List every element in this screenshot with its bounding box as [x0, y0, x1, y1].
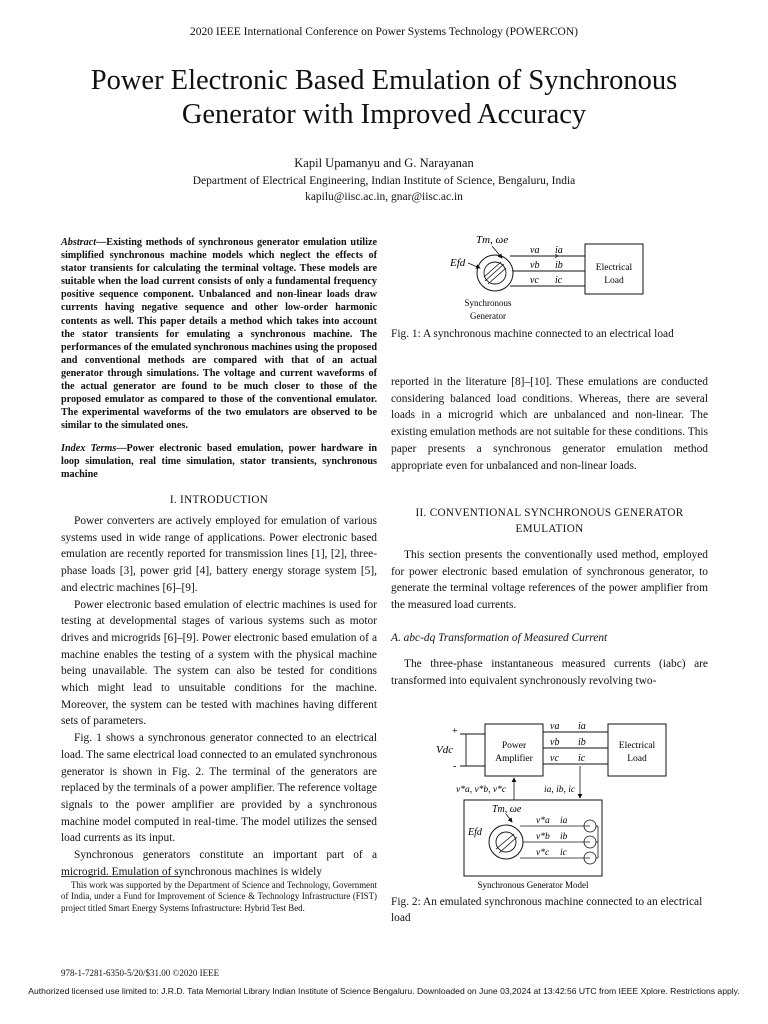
- affiliation: Department of Electrical Engineering, Indian Institute of Science, Bengaluru, India: [192, 175, 576, 187]
- subsection-heading: A. abc-dq Transformation of Measured Current: [391, 632, 608, 644]
- footnote: This work was supported by the Department of Science and Technology, Government of India, under a Fund for Improvement of Science & Technology Infrastructure (FIST) project titled Smart Energy Systems Infrastructure: Hybrid Test Bed.: [61, 880, 377, 913]
- plus-sign: +: [452, 726, 458, 737]
- machine-label-line1: Synchronous: [464, 298, 512, 308]
- paper-title: Power Electronic Based Emulation of Synchronous Generator with Improved Accuracy: [90, 65, 678, 130]
- torque-speed-label: Tm, ωe: [476, 234, 509, 246]
- section-heading-conventional: [391, 505, 708, 537]
- abstract-text: —Existing methods of synchronous generator emulation utilize simplified synchronous machine models which neglect the effects of stator transients for calculating the terminal voltage. These models are suitable when the load current consists of only a fundamental frequency positive sequence component. Unbalanced and non-linear loads draw currents having negative sequence and other low-order harmonic contents as well. This paper details a method which takes into account the stator transients for emulating a synchronous machine. The performances of the emulated synchronous machines using the proposed and conventional methods are compared with that of an actual generator through simulations. The voltage and current waveforms of the actual generator are found to be much closer to those of the proposed emulator as compared to those of the conventional emulator. The experimental waveforms of the two emulators are observed to be similar to the simulated ones.: [61, 237, 377, 432]
- load-label-line1: Electrical: [618, 741, 656, 751]
- figure-2-caption: Fig. 2: An emulated synchronous machine connected to an electrical load: [391, 896, 703, 924]
- figure-2-diagram: [430, 716, 720, 892]
- footnote-divider: [61, 876, 181, 877]
- pa-current-c: ic: [578, 753, 586, 764]
- paragraph-text: This section presents the conventionally used method, employed for power electronic based emulation of synchronous generator, to generate the terminal voltage references of the power amplifier from the measured load currents.: [391, 549, 708, 612]
- index-terms-label: Index Terms: [61, 443, 117, 454]
- model-current-a: ia: [560, 816, 568, 826]
- minus-sign: -: [453, 761, 457, 772]
- paragraph: [391, 547, 708, 614]
- section-heading-line1: II. CONVENTIONAL SYNCHRONOUS GENERATOR: [415, 507, 684, 519]
- generator-icon: [489, 825, 523, 859]
- figure-1-diagram: [440, 226, 710, 326]
- pa-current-a: ia: [578, 721, 586, 732]
- model-current-b: ib: [560, 832, 568, 842]
- measured-currents-label: ia, ib, ic: [544, 785, 576, 795]
- pa-voltage-b: vb: [550, 737, 560, 748]
- load-label-line1: Electrical: [595, 263, 633, 273]
- generator-model-box: [464, 800, 602, 876]
- amplifier-label-line2: Amplifier: [495, 754, 533, 764]
- generator-icon: [477, 255, 513, 291]
- abstract: [61, 236, 377, 432]
- license-notice: Authorized licensed use limited to: J.R.D. Tata Memorial Library Indian Institute of Science Bengaluru. Downloaded on June 03,2024 at 13:42:56 UTC from IEEE Xplore. Restrictions apply.: [28, 986, 740, 996]
- reference-voltages-label: v*a, v*b, v*c: [456, 785, 507, 795]
- voltage-c: vc: [530, 275, 539, 286]
- model-current-c: ic: [560, 848, 567, 858]
- model-title: Synchronous Generator Model: [477, 880, 589, 890]
- paragraph: [391, 656, 708, 689]
- current-b: ib: [555, 260, 563, 271]
- model-voltage-b: v*b: [536, 832, 550, 842]
- paragraph: Power electronic based emulation of electric machines is used for testing at developmental stages of various systems such as motor drives and microgrids [6]–[9]. Power electronic based emulation of a machine enables the testing of a system with the physical machine being unavailable. The system can also be tested for conditions which might lead to unsuitable conditions for the machine. Moreover, the system can be tested with machines having different sets of parameters.: [61, 598, 377, 728]
- load-label-line2: Load: [604, 276, 624, 286]
- load-label-line2: Load: [627, 754, 647, 764]
- amplifier-label-line1: Power: [501, 741, 527, 751]
- pa-current-b: ib: [578, 737, 586, 748]
- model-voltage-a: v*a: [536, 816, 550, 826]
- figure-1-caption: Fig. 1: A synchronous machine connected to an electrical load: [391, 328, 674, 340]
- paragraph: Fig. 1 shows a synchronous generator connected to an electrical load. The same electrical load connected to an emulated synchronous generator is shown in Fig. 2. The terminal of the generators are replaced by the terminals of a power amplifier. The reference voltage signals to the power amplifier are provided by a synchronous machine model computed in real-time. The model utilizes the sensed load currents as its input.: [61, 732, 377, 845]
- abstract-label: Abstract: [61, 237, 97, 248]
- paragraph-text: The three-phase instantaneous measured currents (iabc) are transformed into equivalent synchronously revolving two-: [391, 658, 708, 687]
- machine-label-line2: Generator: [470, 311, 506, 321]
- model-voltage-c: v*c: [536, 848, 550, 858]
- pa-voltage-a: va: [550, 721, 560, 732]
- voltage-a: va: [530, 245, 540, 256]
- index-terms-text: —Power electronic based emulation, power hardware in loop simulation, real time simulation, stator transients, synchronous machine: [61, 443, 377, 481]
- current-c: ic: [555, 275, 563, 286]
- section-heading-line2: EMULATION: [515, 523, 584, 535]
- section-heading-introduction: I. INTRODUCTION: [169, 494, 269, 506]
- authors: Kapil Upamanyu and G. Narayanan: [294, 156, 474, 170]
- model-field-voltage-label: Efd: [468, 827, 482, 838]
- paragraph: reported in the literature [8]–[10]. These emulations are conducted considering balanced load conditions. Whereas, there are several loads in a microgrid which are unbalanced and non-linear. The existing emulation methods are not suitable for these conditions. This paper presents a synchronous generator emulation method appropriate even for unbalanced and non-linear loads.: [391, 376, 708, 472]
- paragraph: Synchronous generators constitute an important part of a microgrid. Emulation of synchronous machines is widely: [61, 849, 377, 878]
- pa-voltage-c: vc: [550, 753, 559, 764]
- copyright: 978-1-7281-6350-5/20/$31.00 ©2020 IEEE: [61, 968, 220, 978]
- introduction-body: [61, 513, 377, 880]
- field-voltage-label: Efd: [450, 257, 466, 269]
- model-torque-speed-label: Tm, ωe: [492, 804, 522, 815]
- emails: kapilu@iisc.ac.in, gnar@iisc.ac.in: [305, 191, 463, 203]
- index-terms: [61, 442, 377, 481]
- current-a: ia: [555, 245, 563, 256]
- dc-voltage-label: Vdc: [436, 744, 454, 756]
- paragraph: Power converters are actively employed for emulation of various systems used in wide range of applications. Power electronic based emulation are recently reported for transmission lines [1], [2], three-phase loads [3], power grid [4], battery energy storage system [5], and electric machines [6]–[9].: [61, 515, 377, 594]
- voltage-b: vb: [530, 260, 540, 271]
- conference-header: 2020 IEEE International Conference on Power Systems Technology (POWERCON): [190, 26, 578, 38]
